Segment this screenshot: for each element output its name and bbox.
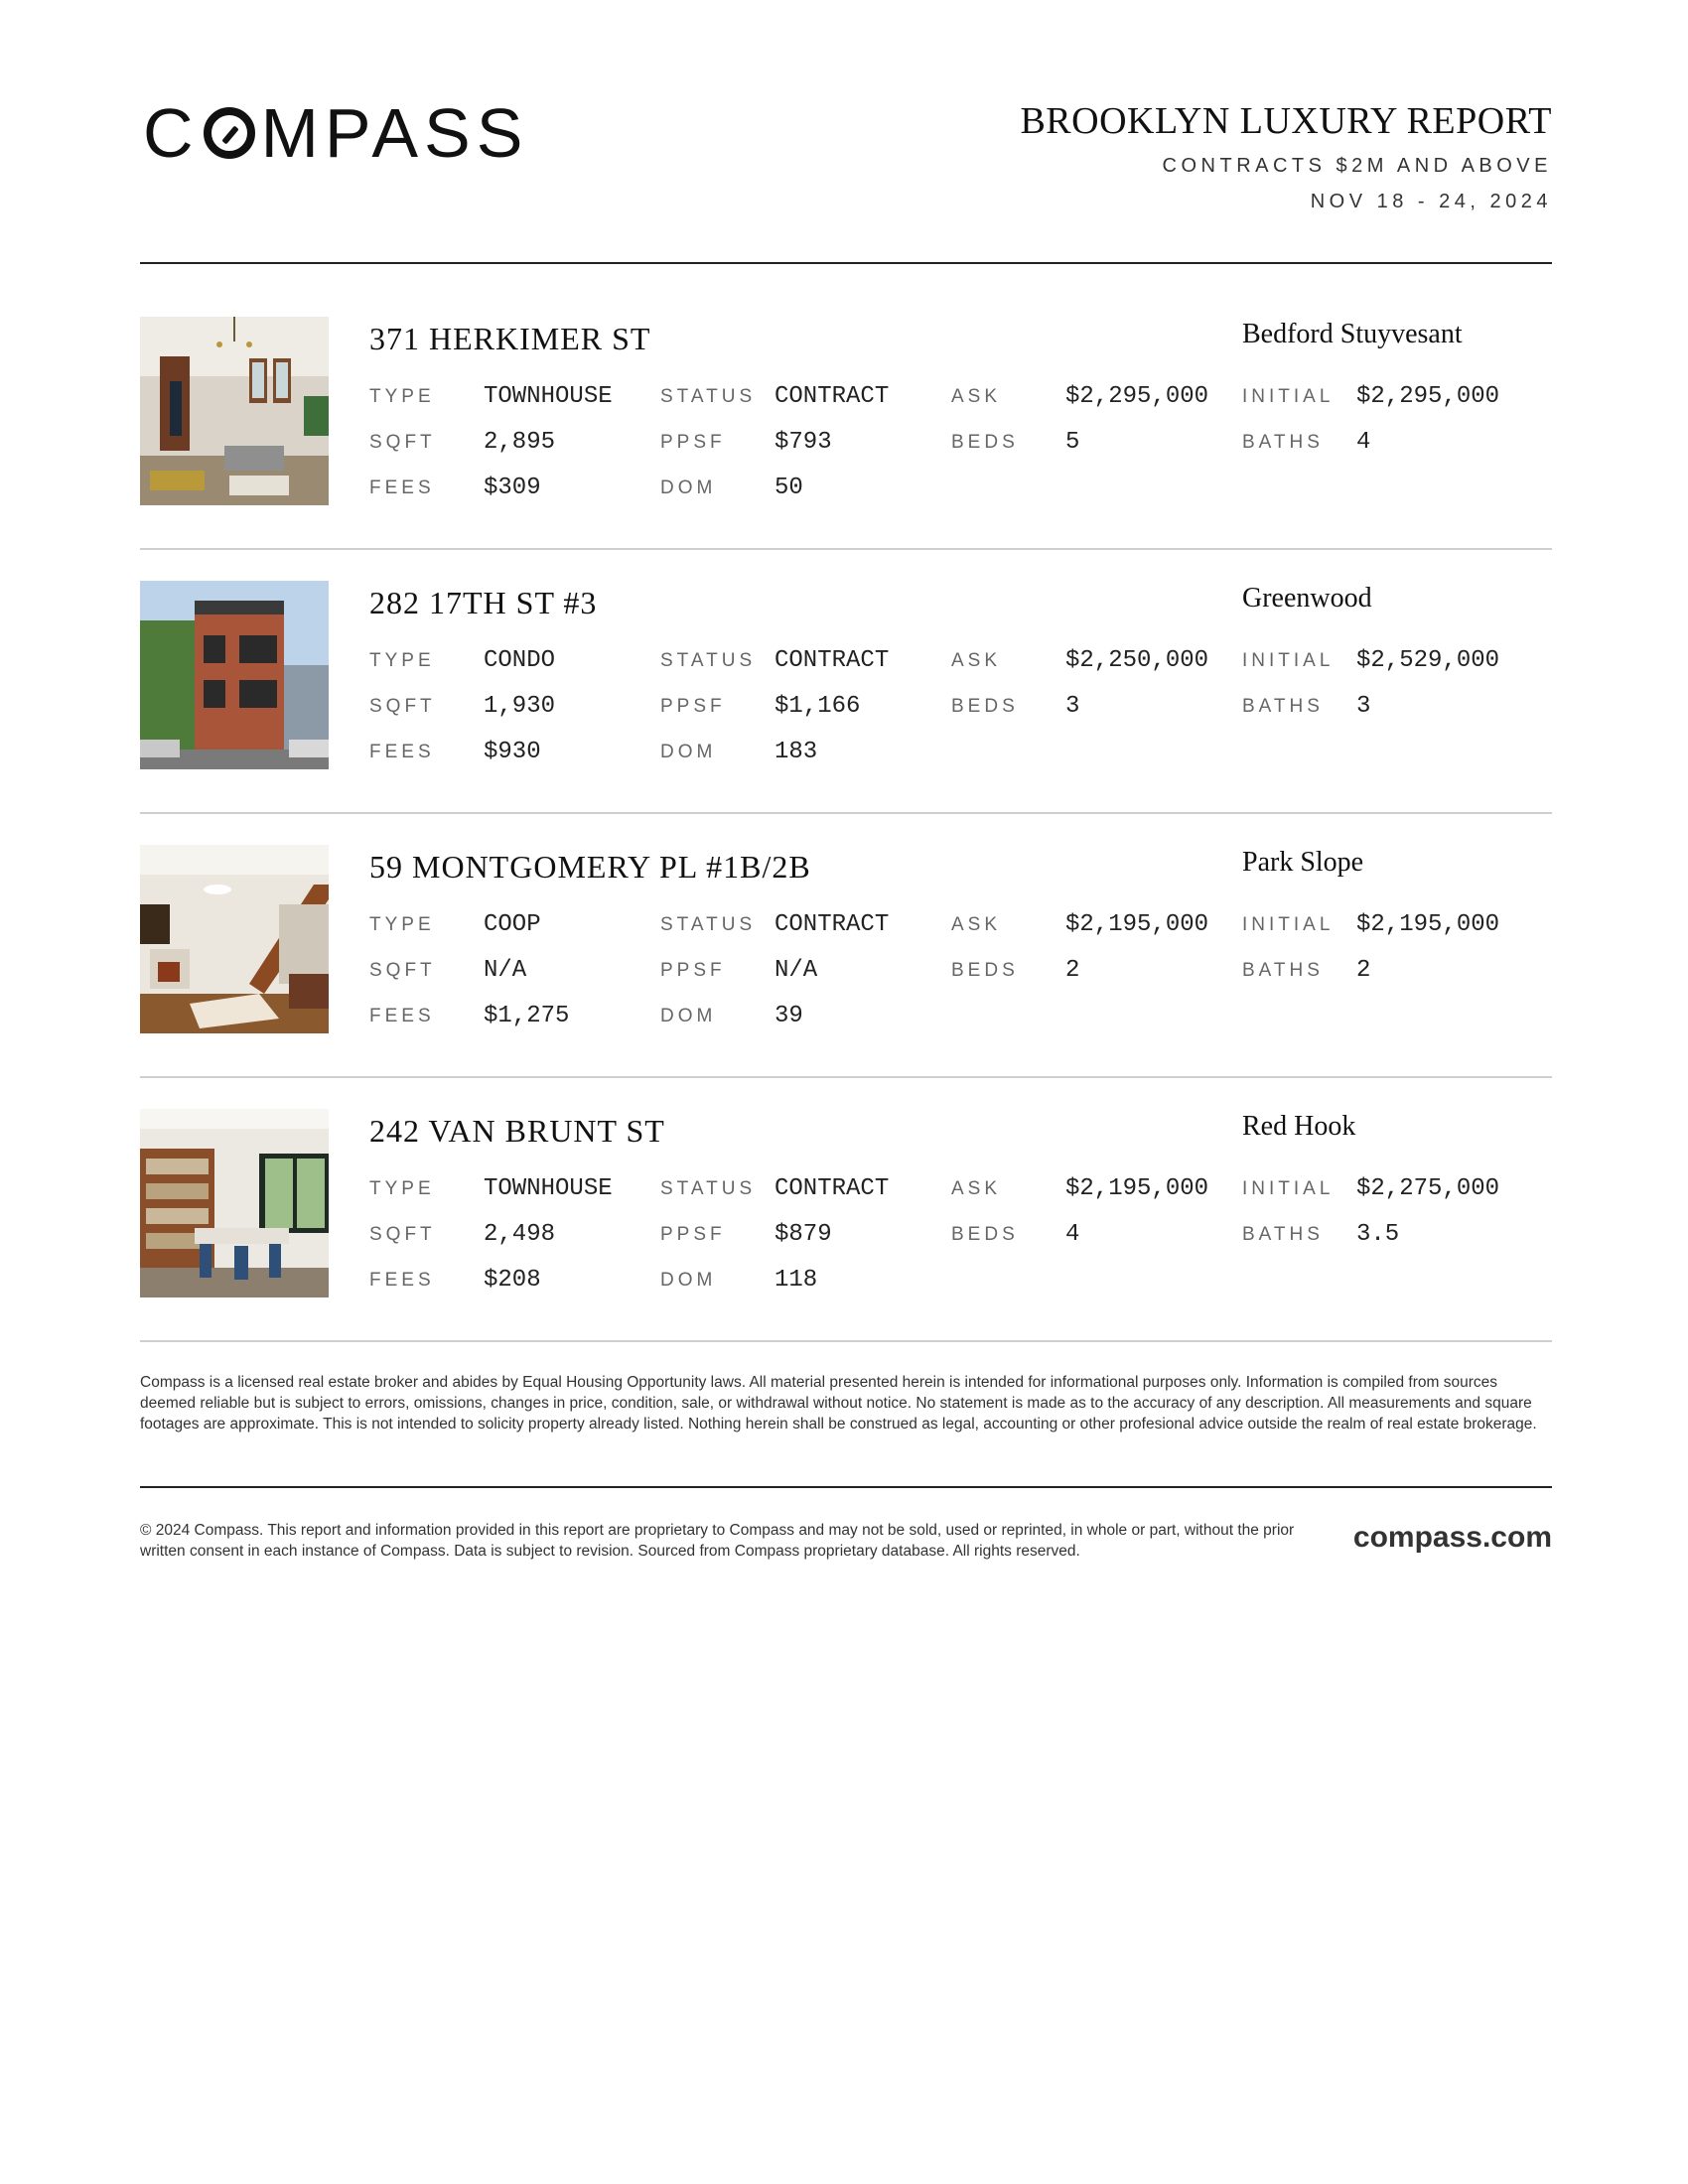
value-type: COOP <box>484 911 541 938</box>
report-page <box>140 0 1552 1560</box>
value-sqft: 2,498 <box>484 1221 556 1248</box>
label-status: STATUS <box>660 914 757 935</box>
label-ask: ASK <box>951 650 1002 671</box>
label-baths: BATHS <box>1242 960 1324 981</box>
label-ask: ASK <box>951 386 1002 407</box>
logo-text-left: C <box>143 94 200 172</box>
label-baths: BATHS <box>1242 1224 1324 1245</box>
listing-divider <box>140 812 1552 814</box>
listing-photo[interactable] <box>140 1109 329 1297</box>
listing-row <box>140 317 1552 580</box>
label-type: TYPE <box>369 1178 435 1199</box>
footer-divider <box>140 1486 1552 1488</box>
value-baths: 4 <box>1356 429 1371 456</box>
report-date-range: NOV 18 - 24, 2024 <box>1310 191 1552 212</box>
value-dom: 118 <box>774 1267 818 1294</box>
header-divider <box>140 262 1552 264</box>
logo-text-right: MPASS <box>260 94 529 172</box>
value-initial: $2,195,000 <box>1356 911 1500 938</box>
label-fees: FEES <box>369 742 435 762</box>
report-header <box>140 0 1552 264</box>
value-sqft: N/A <box>484 957 527 984</box>
value-status: CONTRACT <box>774 647 890 674</box>
value-ppsf: $879 <box>774 1221 832 1248</box>
living-room-photo-icon <box>140 317 329 505</box>
value-status: CONTRACT <box>774 911 890 938</box>
listing-row <box>140 581 1552 844</box>
label-ppsf: PPSF <box>660 960 726 981</box>
label-type: TYPE <box>369 650 435 671</box>
footer-copyright: © 2024 Compass. This report and information provided in this report are proprietary to Compass and may not be sold, used or reprinted, in whole or part, without the prior written consent in each instance of Compass. Data is subject to revision. Sourced from Compass proprietary database. All rights reserved. <box>140 1522 1295 1560</box>
label-initial: INITIAL <box>1242 650 1335 671</box>
value-ppsf: $793 <box>774 429 832 456</box>
listing-row <box>140 845 1552 1108</box>
label-type: TYPE <box>369 386 435 407</box>
label-fees: FEES <box>369 1270 435 1291</box>
label-ask: ASK <box>951 914 1002 935</box>
label-sqft: SQFT <box>369 696 436 717</box>
living-room-stairs-photo-icon <box>140 845 329 1033</box>
value-type: CONDO <box>484 647 556 674</box>
report-subtitle: CONTRACTS $2M AND ABOVE <box>1162 155 1552 177</box>
label-fees: FEES <box>369 478 435 498</box>
value-initial: $2,529,000 <box>1356 647 1500 674</box>
label-beds: BEDS <box>951 960 1019 981</box>
label-sqft: SQFT <box>369 432 436 453</box>
listing-address[interactable]: 242 VAN BRUNT ST <box>369 1113 665 1149</box>
logo-o-mark-icon <box>204 107 255 159</box>
value-initial: $2,295,000 <box>1356 383 1500 410</box>
value-sqft: 2,895 <box>484 429 556 456</box>
label-ask: ASK <box>951 1178 1002 1199</box>
value-fees: $309 <box>484 475 541 501</box>
value-ask: $2,195,000 <box>1065 1175 1209 1202</box>
listing-photo[interactable] <box>140 845 329 1033</box>
label-status: STATUS <box>660 650 757 671</box>
label-baths: BATHS <box>1242 432 1324 453</box>
label-dom: DOM <box>660 478 717 498</box>
value-beds: 5 <box>1065 429 1080 456</box>
value-fees: $208 <box>484 1267 541 1294</box>
label-ppsf: PPSF <box>660 696 726 717</box>
value-ask: $2,195,000 <box>1065 911 1209 938</box>
label-status: STATUS <box>660 1178 757 1199</box>
label-dom: DOM <box>660 1006 717 1026</box>
listing-neighborhood: Greenwood <box>1242 583 1372 614</box>
value-baths: 2 <box>1356 957 1371 984</box>
legal-disclaimer: Compass is a licensed real estate broker and abides by Equal Housing Opportunity laws. All material presented herein is intended for informational purposes only. Information is compiled from sources deemed reliable but is subject to errors, omissions, changes in price, condition, sale, or withdrawal without notice. No statement is made as to the accuracy of any description. All measurements and square footages are approximate. This is not intended to solicity property already listed. Nothing herein shall be construed as legal, accounting or other profesional advice outside the realm of real estate brokerage. <box>140 1374 1537 1433</box>
label-beds: BEDS <box>951 696 1019 717</box>
listing-row <box>140 1109 1552 1372</box>
listing-address[interactable]: 59 MONTGOMERY PL #1B/2B <box>369 849 811 885</box>
listing-address[interactable]: 371 HERKIMER ST <box>369 321 651 356</box>
label-initial: INITIAL <box>1242 386 1335 407</box>
value-beds: 2 <box>1065 957 1080 984</box>
value-dom: 50 <box>774 475 803 501</box>
label-initial: INITIAL <box>1242 1178 1335 1199</box>
listing-photo[interactable] <box>140 317 329 505</box>
label-dom: DOM <box>660 1270 717 1291</box>
listing-photo[interactable] <box>140 581 329 769</box>
value-ppsf: $1,166 <box>774 693 861 720</box>
label-baths: BATHS <box>1242 696 1324 717</box>
label-sqft: SQFT <box>369 1224 436 1245</box>
label-fees: FEES <box>369 1006 435 1026</box>
value-type: TOWNHOUSE <box>484 1175 613 1202</box>
dining-room-photo-icon <box>140 1109 329 1297</box>
value-sqft: 1,930 <box>484 693 556 720</box>
listing-neighborhood: Red Hook <box>1242 1111 1356 1142</box>
value-type: TOWNHOUSE <box>484 383 613 410</box>
value-status: CONTRACT <box>774 1175 890 1202</box>
value-ask: $2,295,000 <box>1065 383 1209 410</box>
value-beds: 4 <box>1065 1221 1080 1248</box>
label-type: TYPE <box>369 914 435 935</box>
label-initial: INITIAL <box>1242 914 1335 935</box>
compass-logo <box>143 94 529 172</box>
value-fees: $1,275 <box>484 1003 570 1029</box>
value-beds: 3 <box>1065 693 1080 720</box>
label-ppsf: PPSF <box>660 432 726 453</box>
value-dom: 183 <box>774 739 818 765</box>
value-fees: $930 <box>484 739 541 765</box>
footer-website-link[interactable]: compass.com <box>1352 1521 1552 1554</box>
label-beds: BEDS <box>951 432 1019 453</box>
listing-divider <box>140 1340 1552 1342</box>
value-initial: $2,275,000 <box>1356 1175 1500 1202</box>
listing-neighborhood: Park Slope <box>1242 847 1364 878</box>
label-status: STATUS <box>660 386 757 407</box>
value-ppsf: N/A <box>774 957 818 984</box>
label-dom: DOM <box>660 742 717 762</box>
value-baths: 3 <box>1356 693 1371 720</box>
label-beds: BEDS <box>951 1224 1019 1245</box>
listing-divider <box>140 1076 1552 1078</box>
listing-address[interactable]: 282 17TH ST #3 <box>369 585 598 620</box>
listing-neighborhood: Bedford Stuyvesant <box>1242 319 1463 349</box>
value-dom: 39 <box>774 1003 803 1029</box>
listing-divider <box>140 548 1552 550</box>
label-sqft: SQFT <box>369 960 436 981</box>
report-title: BROOKLYN LUXURY REPORT <box>1020 100 1552 142</box>
value-status: CONTRACT <box>774 383 890 410</box>
value-baths: 3.5 <box>1356 1221 1400 1248</box>
building-exterior-photo-icon <box>140 581 329 769</box>
value-ask: $2,250,000 <box>1065 647 1209 674</box>
label-ppsf: PPSF <box>660 1224 726 1245</box>
